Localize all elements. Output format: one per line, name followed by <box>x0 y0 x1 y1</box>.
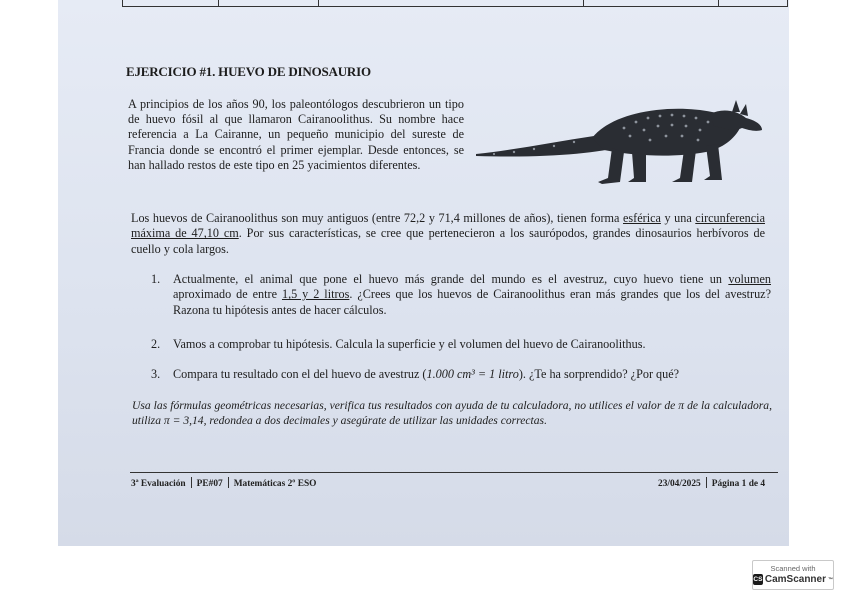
question-text: Vamos a comprobar tu hipótesis. Calcula la superficie y el volumen del huevo de Cairanoolithus. <box>173 337 646 351</box>
previous-table-edge <box>122 0 788 7</box>
question-number: 1. <box>151 272 161 286</box>
underlined-esferica: esférica <box>623 211 661 225</box>
footer-divider <box>130 472 778 473</box>
description-paragraph <box>131 211 765 257</box>
underlined-litros: 1,5 y 2 litros <box>281 287 350 302</box>
question-text: Compara tu resultado con el del huevo de avestruz (1.000 cm³ = 1 litro). ¿Te ha sorprendido? ¿Por qué? <box>173 367 680 381</box>
question-number: 2. <box>151 337 161 351</box>
scanned-page <box>58 0 789 546</box>
question-3 <box>151 367 771 382</box>
dinosaur-illustration <box>474 98 764 188</box>
scanned-with-label: Scanned with <box>770 564 816 573</box>
camscanner-logo-icon: CS <box>753 576 763 583</box>
question-1 <box>151 272 771 318</box>
footer-left <box>131 477 316 489</box>
intro-paragraph: A principios de los años 90, los paleontólogos descubrieron un tipo de huevo fósil al que llamaron Cairanoolithus. Su nombre hace referencia a La Cairanne, un pequeño municipio del sureste de Francia donde se encontró el primer ejemplar. Desde entonces, se han hallado restos de este tipo en 25 yacimientos diferentes. <box>128 97 464 172</box>
footer-date: 23/04/2025 <box>658 479 701 489</box>
instructions-note: Usa las fórmulas geométricas necesarias, verifica tus resultados con ayuda de tu calculadora, no utilices el valor de π de la calculadora, utiliza π = 3,14, redondea a dos decimales y asegúrate de utilizar las unidades correctas. <box>132 399 772 427</box>
paragraph-text: Los huevos de Cairanoolithus son muy antiguos (entre 72,2 y 71,4 millones de años), tienen forma <box>131 211 624 225</box>
question-2 <box>151 337 771 352</box>
underlined-volumen: volumen <box>728 272 771 286</box>
footer-page: Página 1 de 4 <box>711 479 766 489</box>
italic-conversion: 1.000 cm³ = 1 litro <box>426 367 519 381</box>
question-number: 3. <box>151 367 161 381</box>
underlined-circumference: circunferencia máxima de 47,10 cm <box>131 211 765 241</box>
question-text: Actualmente, el animal que pone el huevo más grande del mundo es el avestruz, cuyo huevo tiene un volumen aproximado de entre 1,5 y 2 litros. ¿Crees que los huevos de Cairanoolithus eran más grandes que los del avestruz? Razona tu hipótesis antes de hacer cálculos. <box>173 272 772 317</box>
paragraph-text: . Por sus características, se cree que pertenecieron a los saurópodos, grandes dinosaurios herbívoros de cuello y cola largos. <box>131 226 765 256</box>
camscanner-name: CamScanner <box>764 574 826 585</box>
footer-evaluation: 3ª Evaluación <box>131 479 186 489</box>
footer-code: PE#07 <box>196 479 223 489</box>
footer-subject: Matemáticas 2º ESO <box>233 479 317 489</box>
camscanner-badge <box>752 560 834 590</box>
exercise-title: EJERCICIO #1. HUEVO DE DINOSAURIO <box>126 64 371 79</box>
footer-right <box>658 477 765 489</box>
paragraph-text: y una <box>660 211 696 225</box>
camscanner-brand: CS CamScanner ™ <box>753 574 833 585</box>
